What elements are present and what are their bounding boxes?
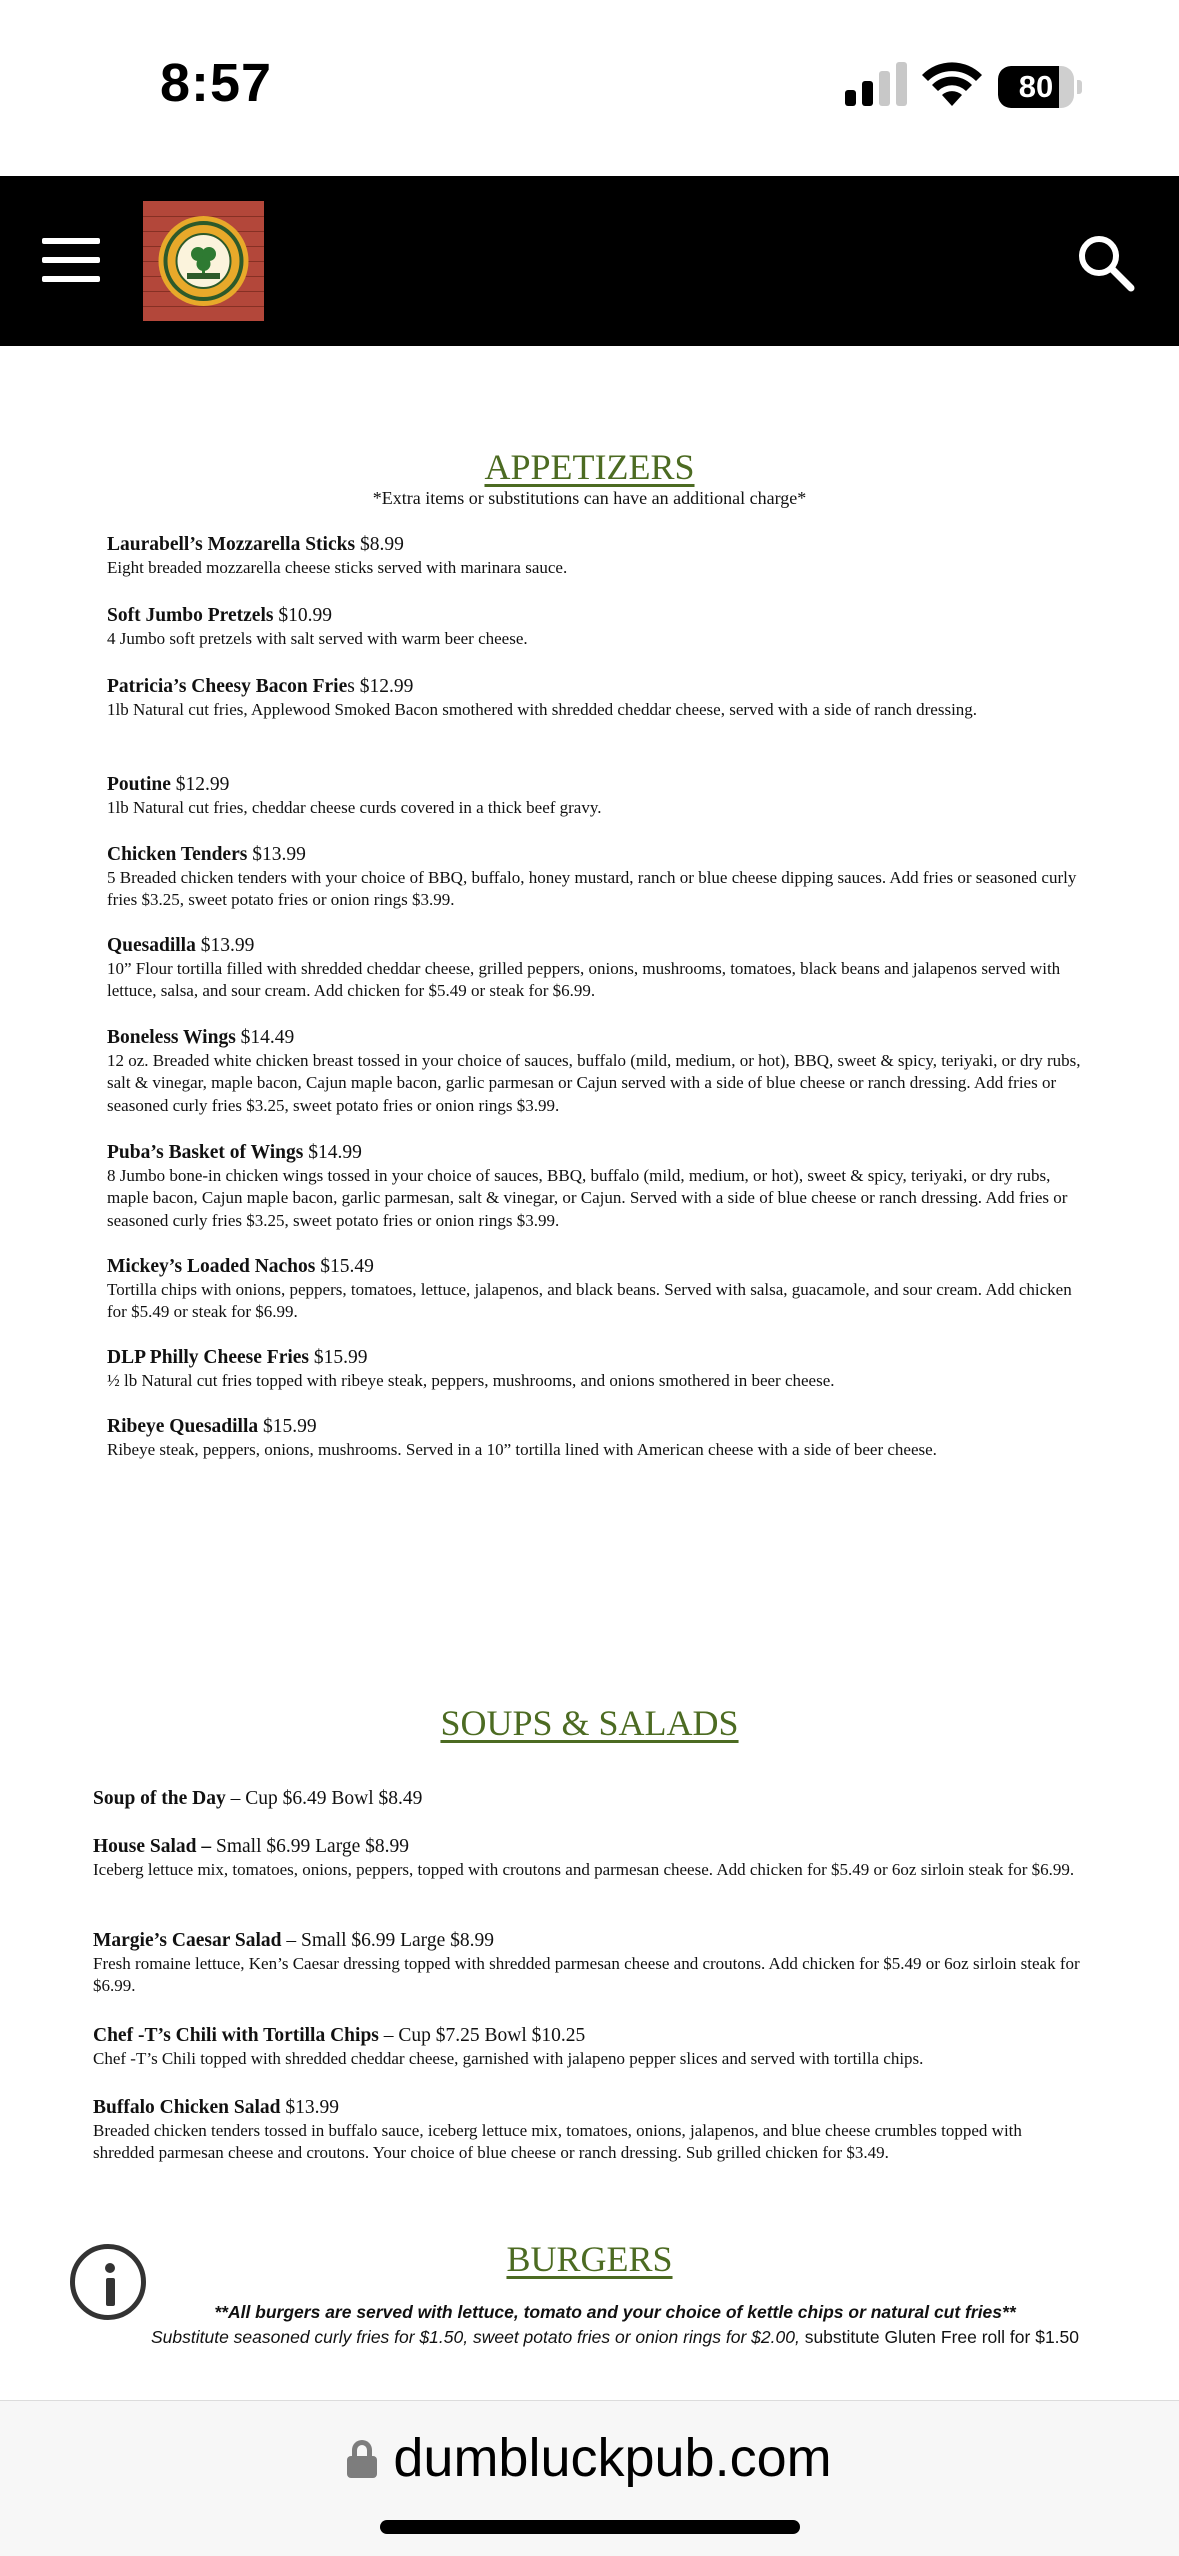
item-price: Small $6.99 Large $8.99	[211, 1836, 409, 1857]
burgers-note	[150, 2300, 1080, 2350]
wifi-icon	[922, 62, 982, 106]
menu-item	[107, 774, 1082, 819]
item-description: 1lb Natural cut fries, cheddar cheese curds covered in a thick beef gravy.	[107, 797, 602, 817]
item-description: Breaded chicken tenders tossed in buffalo sauce, iceberg lettuce mix, tomatoes, onions, jalapenos, and blue cheese crumbles topped with shredded parmesan cheese and croutons. Your choice of blue cheese or ranch dressing. Sub grilled chicken for $3.49.	[93, 2120, 1022, 2162]
item-name: House Salad –	[93, 1836, 212, 1857]
cellular-signal-icon	[845, 62, 907, 106]
item-price: $14.99	[303, 1142, 362, 1163]
menu-item	[93, 1788, 1080, 1811]
item-name: Puba’s Basket of Wings	[107, 1142, 304, 1163]
item-price: $15.99	[309, 1347, 368, 1368]
menu-item	[93, 1836, 1080, 1881]
item-description: 1lb Natural cut fries, Applewood Smoked Bacon smothered with shredded cheddar cheese, served with a side of ranch dressing.	[107, 699, 978, 719]
item-name: Poutine	[107, 774, 171, 795]
item-price: $10.99	[273, 605, 332, 626]
item-name: Buffalo Chicken Salad	[93, 2097, 281, 2118]
info-icon[interactable]	[70, 2244, 146, 2320]
appetizers-heading: APPETIZERS	[484, 447, 695, 487]
status-bar	[0, 0, 1179, 176]
menu-item	[107, 935, 1082, 1003]
item-description: ½ lb Natural cut fries topped with ribeye steak, peppers, mushrooms, and onions smothered in beer cheese.	[107, 1370, 835, 1390]
burgers-note-italic: Substitute seasoned curly fries for $1.50, sweet potato fries or onion rings for $2.00,	[150, 2327, 800, 2347]
burgers-note-bold: **All burgers are served with lettuce, tomato and your choice of kettle chips or natural cut fries**	[214, 2302, 1016, 2322]
item-name: Soft Jumbo Pretzels	[107, 605, 274, 626]
item-description: 10” Flour tortilla filled with shredded cheddar cheese, grilled peppers, onions, mushrooms, tomatoes, black beans and jalapenos served with lettuce, salsa, and sour cream. Add chicken for $5.49 or steak for $6.99.	[107, 958, 1061, 1000]
item-description: 5 Breaded chicken tenders with your choice of BBQ, buffalo, honey mustard, ranch or blue cheese dipping sauces. Add fries or seasoned curly fries $3.25, sweet potato fries or onion rings $3.99.	[107, 867, 1077, 909]
status-time: 8:57	[160, 53, 273, 113]
menu-item	[107, 1142, 1082, 1232]
item-price: $13.99	[280, 2097, 339, 2118]
item-name: DLP Philly Cheese Fries	[107, 1347, 310, 1368]
item-description: 8 Jumbo bone-in chicken wings tossed in your choice of sauces, BBQ, buffalo (mild, medium, or hot), sweet & spicy, teriyaki, or dry rubs, maple bacon, Cajun maple bacon, garlic parmesan, salt & vinegar, or Cajun. Served with a side of blue cheese or ranch dressing. Add fries or seasoned curly fries $3.25, sweet potato fries or onion rings $3.99.	[107, 1165, 1068, 1230]
item-name: Soup of the Day	[93, 1788, 226, 1809]
pub-logo-icon[interactable]	[143, 201, 264, 321]
item-name: Margie’s Caesar Salad	[93, 1930, 282, 1951]
battery-level: 80	[1018, 69, 1054, 104]
item-description: Fresh romaine lettuce, Ken’s Caesar dressing topped with shredded parmesan cheese and croutons. Add chicken for $5.49 or 6oz sirloin steak for $6.99.	[93, 1953, 1080, 1995]
item-price: $14.49	[235, 1027, 295, 1048]
item-name: Laurabell’s Mozzarella Sticks	[107, 534, 356, 555]
menu-item	[107, 1347, 1082, 1392]
item-price: s $12.99	[347, 676, 414, 697]
item-price: $13.99	[195, 935, 255, 956]
item-name: Patricia’s Cheesy Bacon Frie	[107, 676, 348, 697]
menu-item	[107, 676, 1082, 721]
item-price: – Small $6.99 Large $8.99	[281, 1930, 494, 1951]
item-description: Iceberg lettuce mix, tomatoes, onions, peppers, topped with croutons and parmesan cheese. Add chicken for $5.49 or 6oz sirloin steak for $6.99.	[93, 1859, 1075, 1879]
lock-icon	[347, 2440, 377, 2478]
menu-item	[107, 844, 1082, 912]
item-price: – Cup $7.25 Bowl $10.25	[378, 2025, 586, 2046]
item-description: Chef -T’s Chili topped with shredded cheddar cheese, garnished with jalapeno pepper slices and served with tortilla chips.	[93, 2048, 924, 2068]
url-text[interactable]: dumbluckpub.com	[393, 2428, 832, 2488]
item-price: $15.99	[258, 1416, 317, 1437]
item-description: Tortilla chips with onions, peppers, tomatoes, lettuce, jalapenos, and black beans. Served with salsa, guacamole, and sour cream. Add chicken for $5.49 or steak for $6.99.	[107, 1279, 1072, 1321]
item-name: Ribeye Quesadilla	[107, 1416, 259, 1437]
burgers-note-plain: substitute Gluten Free roll for $1.50	[799, 2327, 1079, 2347]
item-price: $8.99	[355, 534, 404, 555]
burgers-heading: BURGERS	[506, 2239, 673, 2279]
item-description: 12 oz. Breaded white chicken breast tossed in your choice of sauces, buffalo (mild, medium, or hot), BBQ, sweet & spicy, teriyaki, or dry rubs, salt & vinegar, maple bacon, Cajun maple bacon, garlic parmesan or Cajun served with a side of blue cheese or ranch dressing. Add fries or seasoned curly fries $3.25, sweet potato fries or onion rings $3.99.	[107, 1050, 1081, 1115]
item-name: Chef -T’s Chili with Tortilla Chips	[93, 2025, 379, 2046]
item-price: $15.49	[315, 1256, 374, 1277]
item-price: – Cup $6.49 Bowl $8.49	[225, 1788, 423, 1809]
menu-item	[93, 2097, 1080, 2165]
menu-item	[93, 2025, 1080, 2070]
item-description: 4 Jumbo soft pretzels with salt served with warm beer cheese.	[107, 628, 528, 648]
item-name: Boneless Wings	[107, 1027, 236, 1048]
item-name: Mickey’s Loaded Nachos	[107, 1256, 316, 1277]
menu-item	[107, 1256, 1082, 1324]
item-name: Quesadilla	[107, 935, 196, 956]
menu-item	[107, 1416, 1082, 1461]
soups-salads-heading: SOUPS & SALADS	[440, 1703, 739, 1743]
site-header	[0, 176, 1179, 346]
hamburger-menu-icon[interactable]	[42, 238, 100, 282]
menu-item	[107, 534, 1082, 579]
search-icon[interactable]	[1075, 232, 1135, 292]
item-price: $12.99	[170, 774, 230, 795]
menu-item	[107, 1027, 1082, 1117]
item-description: Ribeye steak, peppers, onions, mushrooms. Served in a 10” tortilla lined with American cheese with a side of beer cheese.	[107, 1439, 937, 1459]
item-price: $13.99	[247, 844, 306, 865]
home-indicator[interactable]	[380, 2520, 800, 2534]
item-description: Eight breaded mozzarella cheese sticks served with marinara sauce.	[107, 557, 568, 577]
menu-item	[107, 605, 1082, 650]
appetizers-note: *Extra items or substitutions can have an additional charge*	[372, 488, 807, 508]
item-name: Chicken Tenders	[107, 844, 248, 865]
menu-item	[93, 1930, 1080, 1998]
battery-icon	[998, 66, 1082, 108]
